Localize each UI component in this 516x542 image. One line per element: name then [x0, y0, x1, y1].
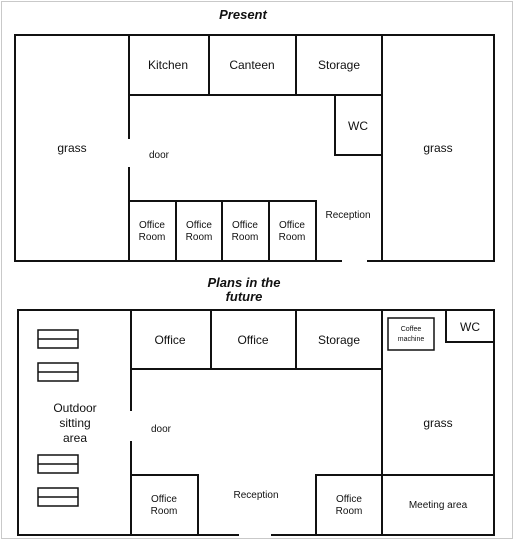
present-title: Present	[219, 7, 267, 22]
future-grass-label: grass	[423, 416, 453, 430]
present-grass-right-label: grass	[423, 141, 453, 155]
future-outdoor-label-line2: sitting	[59, 416, 91, 430]
present-grass-left-label: grass	[57, 141, 87, 155]
bench-icon	[38, 455, 78, 473]
future-outdoor-label-line1: Outdoor	[53, 401, 97, 415]
present-office4-label-line1: Office	[279, 220, 305, 231]
present-office2-label-line2: Room	[185, 232, 213, 243]
present-reception-label: Reception	[325, 210, 371, 221]
future-coffee-label-line1: Coffee	[400, 326, 422, 333]
future-reception-label: Reception	[233, 490, 279, 501]
present-kitchen-label: Kitchen	[147, 58, 189, 72]
future-office1-label: Office	[154, 333, 186, 347]
future-wc-label: WC	[460, 320, 480, 334]
future-office-room-right-line1: Office	[336, 494, 362, 505]
present-office1-label-line2: Room	[138, 232, 166, 243]
future-door-label: door	[150, 424, 172, 435]
future-storage-label: Storage	[317, 333, 361, 347]
present-storage-label: Storage	[317, 58, 361, 72]
present-door-label: door	[148, 150, 170, 161]
future-outdoor-label-line3: area	[62, 431, 88, 445]
future-coffee-label-line2: machine	[397, 336, 425, 343]
future-office-room-left-line1: Office	[151, 494, 177, 505]
future-title-line2: future	[225, 289, 263, 304]
present-office1-label-line1: Office	[139, 220, 165, 231]
coffee-machine-icon	[388, 318, 434, 350]
bench-icon	[38, 488, 78, 506]
present-office3-label-line2: Room	[231, 232, 259, 243]
present-office2-label-line1: Office	[186, 220, 212, 231]
future-title-line1: Plans in the	[207, 275, 281, 290]
present-office3-label-line1: Office	[232, 220, 258, 231]
future-office-room-right-line2: Room	[335, 506, 363, 517]
future-office2-label: Office	[237, 333, 269, 347]
bench-icon	[38, 363, 78, 381]
present-wc-label: WC	[348, 119, 368, 133]
present-office4-label-line2: Room	[278, 232, 306, 243]
future-meeting-area-label: Meeting area	[408, 500, 468, 511]
bench-icon	[38, 330, 78, 348]
future-office-room-left-line2: Room	[150, 506, 178, 517]
present-canteen-label: Canteen	[229, 58, 275, 72]
